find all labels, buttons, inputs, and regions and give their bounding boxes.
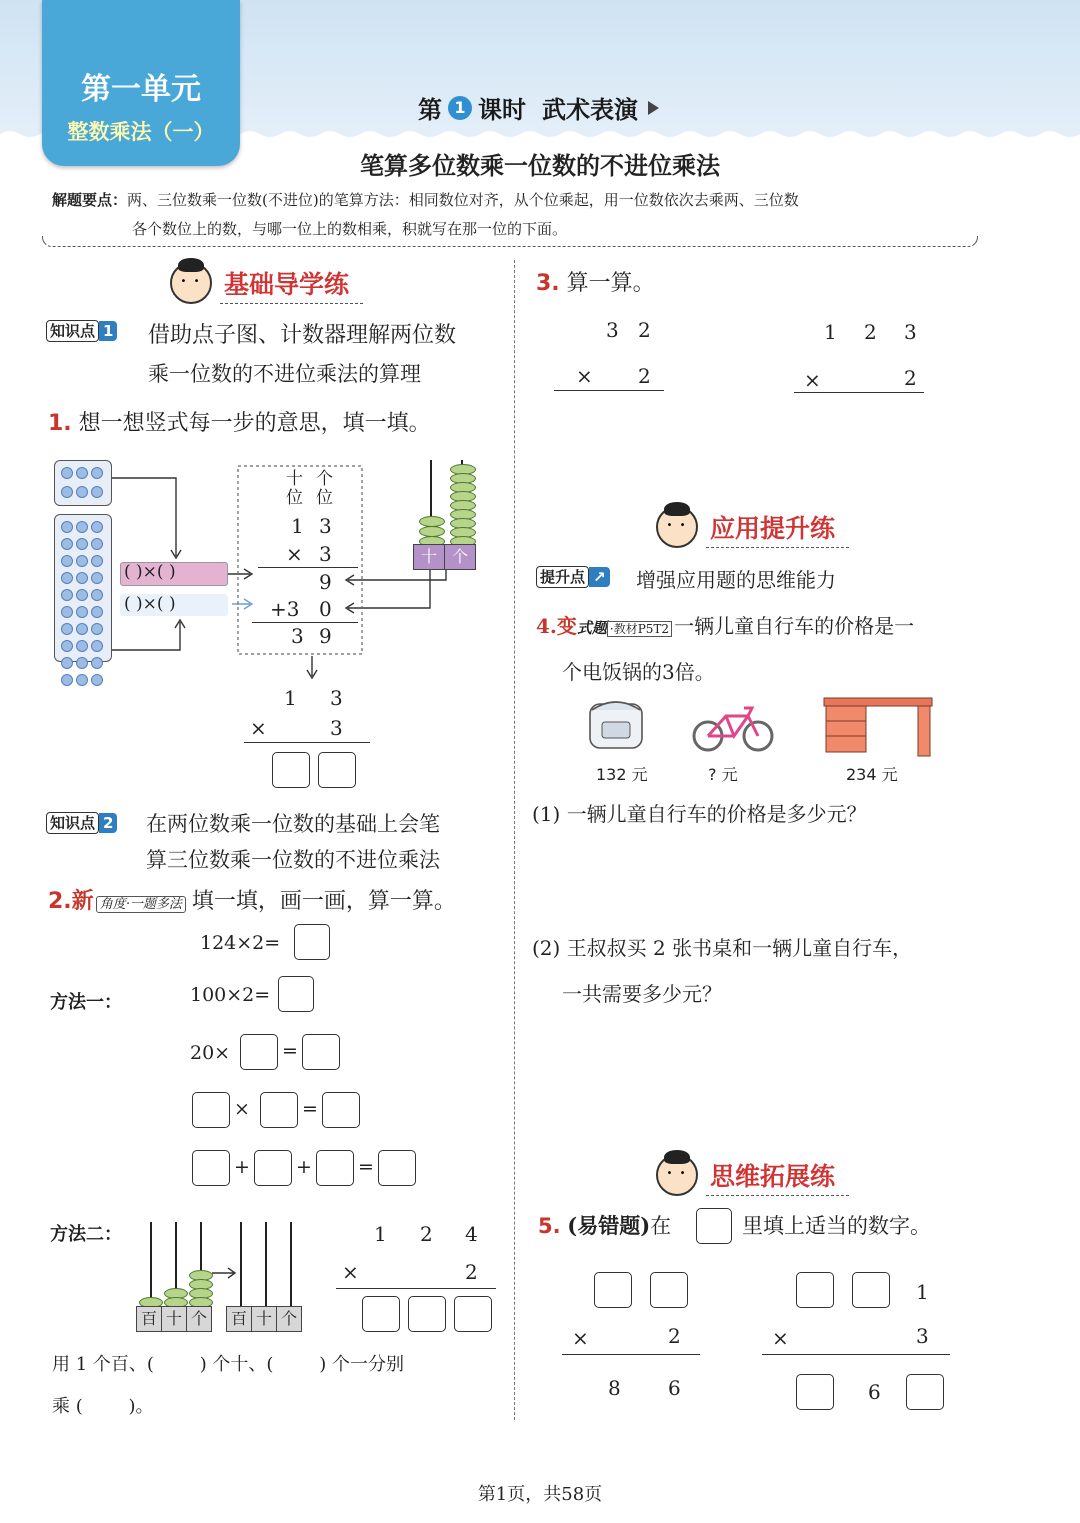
q4-sub2-line2: 一共需要多少元？ bbox=[562, 982, 722, 1006]
m1-box-1[interactable] bbox=[278, 976, 314, 1012]
q3a-a-ones: 2 bbox=[638, 318, 651, 342]
q4-book-tag: ·教材P5T2 bbox=[607, 621, 672, 637]
q2-answer-box[interactable] bbox=[294, 924, 330, 960]
q1b-a-ones: 3 bbox=[330, 686, 343, 710]
m2-abacus2-rod-hundreds bbox=[240, 1222, 242, 1308]
q3a-a-tens: 3 bbox=[606, 318, 619, 342]
bicycle-icon bbox=[690, 696, 776, 754]
q2-new-tag: 新 bbox=[71, 889, 94, 914]
q4-sub1: (1) 一辆儿童自行车的价格是多少元？ bbox=[532, 802, 867, 826]
q1-partial-1: 9 bbox=[319, 570, 332, 594]
section-extend-header bbox=[656, 1154, 849, 1196]
kp2-line1: 在两位数乘一位数的基础上会笔 bbox=[146, 812, 440, 836]
q1b-multiplier: 3 bbox=[330, 716, 343, 740]
q5a-box-tens[interactable] bbox=[594, 1272, 632, 1308]
abacus-label-tens: 十 bbox=[162, 1307, 187, 1331]
q3b-multiplier: 2 bbox=[904, 366, 917, 390]
q1-blank-1[interactable]: ( )×( ) bbox=[124, 562, 176, 582]
abacus-label-hundreds: 百 bbox=[227, 1307, 252, 1331]
q1-times-sign: × bbox=[286, 542, 303, 566]
q5b-rule bbox=[762, 1354, 950, 1355]
rice-cooker-price: 132 元 bbox=[596, 765, 648, 784]
q3b-a-hundreds: 1 bbox=[824, 320, 837, 344]
q1-col-tens-label: 十位 bbox=[286, 469, 303, 508]
q5a-result-tens: 8 bbox=[608, 1376, 621, 1400]
m2-abacus2-base[interactable] bbox=[226, 1306, 302, 1332]
q5b-box-hundreds[interactable] bbox=[796, 1272, 834, 1308]
m1-box-5[interactable] bbox=[260, 1092, 298, 1128]
q5b-multiplier: 3 bbox=[916, 1324, 929, 1348]
q2v-rule bbox=[336, 1288, 496, 1289]
q2v-answer-box-tens[interactable] bbox=[408, 1296, 446, 1332]
q5b-result-box-ones[interactable] bbox=[906, 1374, 944, 1410]
m1-box-3[interactable] bbox=[302, 1034, 340, 1070]
q1-total-ones: 9 bbox=[319, 624, 332, 648]
q4-line1: 一辆儿童自行车的价格是一 bbox=[674, 614, 915, 638]
page-subtitle: 笔算多位数乘一位数的不进位乘法 bbox=[360, 152, 720, 180]
q5-box-sample bbox=[696, 1208, 732, 1244]
q4-line2: 个电饭锅的3倍。 bbox=[562, 660, 715, 684]
m1-box-4[interactable] bbox=[192, 1092, 230, 1128]
q5-text-after: 里填上适当的数字。 bbox=[742, 1214, 931, 1238]
kp1-line1: 借助点子图、计数器理解两位数 bbox=[148, 323, 457, 348]
q1-total-tens: 3 bbox=[291, 624, 304, 648]
q1-rule-2 bbox=[252, 622, 358, 623]
m2-abacus1-base bbox=[136, 1306, 212, 1332]
m1-eq-sign: = bbox=[282, 1040, 298, 1062]
abacus-label-ones: 个 bbox=[280, 1309, 297, 1328]
kp1-number: 1 bbox=[99, 321, 117, 341]
abacus-label-hundreds: 百 bbox=[137, 1307, 162, 1331]
m2-text-line2: 乘 ( )。 bbox=[52, 1396, 154, 1417]
m2-arrow-icon bbox=[210, 1266, 240, 1280]
q3a-multiplier: 2 bbox=[638, 364, 651, 388]
q4-sub2-line1: (2) 王叔叔买 2 张书桌和一辆儿童自行车， bbox=[532, 936, 913, 960]
section-basic-title: 基础导学练 bbox=[220, 265, 363, 304]
lesson-suffix: 课时 bbox=[478, 96, 526, 124]
q2-number: 2. bbox=[48, 889, 72, 914]
q5b-a-ones: 1 bbox=[916, 1280, 929, 1304]
q5-text-before: 在 bbox=[650, 1214, 672, 1238]
q2v-times-sign: × bbox=[342, 1260, 359, 1284]
q5b-result-box-hundreds[interactable] bbox=[796, 1374, 834, 1410]
q1-multiplier: 3 bbox=[319, 542, 332, 566]
q3b-rule bbox=[794, 392, 924, 393]
q5-number: 5. bbox=[538, 1214, 561, 1238]
tsd-text: 增强应用题的思维能力 bbox=[636, 568, 836, 592]
question-5 bbox=[538, 1210, 671, 1240]
q3b-a-tens: 2 bbox=[864, 320, 877, 344]
q2-text: 填一填，画一画，算一算。 bbox=[191, 889, 456, 914]
q2-equation: 124×2= bbox=[200, 932, 281, 954]
rice-cooker-icon bbox=[586, 694, 646, 752]
lesson-number-badge: 1 bbox=[448, 96, 472, 120]
kid-face-icon bbox=[656, 506, 698, 548]
q4-number: 4. bbox=[536, 614, 557, 638]
m2-text-line1: 用 1 个百、( ) 个十、( ) 个一分别 bbox=[52, 1354, 404, 1375]
q5a-times-sign: × bbox=[572, 1326, 589, 1350]
kp1-tag: 知识点 bbox=[46, 320, 99, 342]
q5b-box-tens[interactable] bbox=[852, 1272, 890, 1308]
m1-times-sign: × bbox=[234, 1098, 250, 1120]
m1-box-7[interactable] bbox=[192, 1150, 230, 1186]
kid-face-icon bbox=[656, 1154, 698, 1196]
q5a-result-ones: 6 bbox=[668, 1376, 681, 1400]
play-arrow-icon bbox=[648, 101, 659, 115]
m1-box-8[interactable] bbox=[254, 1150, 292, 1186]
section-apply-header bbox=[656, 506, 849, 548]
q2v-a-tens: 2 bbox=[420, 1222, 433, 1246]
m2-abacus2-rod-ones bbox=[290, 1222, 292, 1308]
abacus-label-tens: 十 bbox=[252, 1307, 277, 1331]
section-apply-title: 应用提升练 bbox=[706, 509, 849, 548]
q5b-times-sign: × bbox=[772, 1326, 789, 1350]
q1-connector-arrows bbox=[0, 0, 520, 800]
question-4 bbox=[536, 610, 914, 639]
tsd-tag: 提升点 bbox=[536, 566, 589, 588]
question-2 bbox=[48, 884, 456, 915]
q1-partial-2-ones: 0 bbox=[319, 597, 332, 621]
bicycle-price: ? 元 bbox=[708, 765, 738, 784]
q1b-a-tens: 1 bbox=[284, 686, 297, 710]
abacus-label-ones: 个 bbox=[190, 1309, 207, 1328]
kp2-line2: 算三位数乘一位数的不进位乘法 bbox=[146, 848, 440, 872]
q5a-multiplier: 2 bbox=[668, 1324, 681, 1348]
tips-label: 解题要点： bbox=[52, 191, 128, 209]
m2-abacus1-rod-hundreds bbox=[150, 1222, 152, 1308]
knowledge-point-2-badge bbox=[46, 812, 117, 834]
q1-col-ones-label: 个位 bbox=[316, 469, 333, 508]
m1-eq-sign-3: = bbox=[358, 1156, 374, 1178]
q1b-rule bbox=[244, 742, 370, 743]
q2v-a-ones: 4 bbox=[465, 1222, 478, 1246]
m1-box-2[interactable] bbox=[240, 1034, 278, 1070]
desk-price: 234 元 bbox=[846, 765, 898, 784]
tips-line2: 各个数位上的数，与哪一位上的数相乘，积就写在那一位的下面。 bbox=[132, 220, 568, 238]
unit-title: 第一单元 bbox=[81, 72, 201, 107]
section-extend-title: 思维拓展练 bbox=[706, 1157, 849, 1196]
q3b-times-sign: × bbox=[804, 368, 821, 392]
tsd-arrow-icon: ↗ bbox=[589, 567, 610, 587]
lesson-prefix: 第 bbox=[418, 96, 442, 124]
q5a-box-ones[interactable] bbox=[650, 1272, 688, 1308]
kp2-tag: 知识点 bbox=[46, 812, 99, 834]
page-footer: 第1页，共58页 bbox=[477, 1484, 603, 1505]
q4-shi-tag: 式题 bbox=[576, 619, 607, 637]
desk-icon bbox=[822, 694, 934, 758]
q1b-times-sign: × bbox=[250, 716, 267, 740]
tisheng-badge bbox=[536, 566, 610, 588]
q1-number: 1. bbox=[48, 411, 72, 436]
q1-partial-2-tens: +3 bbox=[270, 597, 300, 621]
m1-line1: 100×2= bbox=[190, 984, 271, 1006]
m1-box-6[interactable] bbox=[322, 1092, 360, 1128]
q2v-multiplier: 2 bbox=[465, 1260, 478, 1284]
q3a-rule bbox=[554, 390, 664, 391]
q3a-times-sign: × bbox=[576, 364, 593, 388]
q5b-result-tens: 6 bbox=[868, 1380, 881, 1404]
q3b-a-ones: 3 bbox=[904, 320, 917, 344]
q1-abacus-base bbox=[413, 544, 476, 570]
question-3 bbox=[536, 266, 655, 297]
abacus-label-tens: 十 bbox=[414, 545, 445, 569]
m1-line2: 20× bbox=[190, 1042, 231, 1064]
m1-plus-sign-1: + bbox=[234, 1156, 250, 1178]
abacus-label-ones: 个 bbox=[451, 547, 468, 566]
q1b-answer-box-ones[interactable] bbox=[318, 752, 356, 788]
q1-rule-1 bbox=[258, 567, 358, 568]
q5a-rule bbox=[562, 1354, 700, 1355]
m1-box-9[interactable] bbox=[316, 1150, 354, 1186]
q5-tag: (易错题) bbox=[567, 1213, 651, 1238]
m1-plus-sign-2: + bbox=[296, 1156, 312, 1178]
kp2-number: 2 bbox=[99, 813, 117, 833]
m2-abacus2-rod-tens bbox=[265, 1222, 267, 1308]
q3-text: 算一算。 bbox=[566, 271, 655, 296]
q4-bian-tag: 变 bbox=[556, 614, 577, 638]
unit-subtitle: 整数乘法（一） bbox=[67, 120, 215, 144]
kp1-line2: 乘一位数的不进位乘法的算理 bbox=[148, 362, 421, 386]
q2v-answer-box-hundreds[interactable] bbox=[362, 1296, 400, 1332]
q3-number: 3. bbox=[536, 271, 560, 296]
q2-angle-tag: 角度·一题多法 bbox=[96, 896, 186, 913]
lesson-name: 武术表演 bbox=[542, 96, 638, 124]
q1-a-ones: 3 bbox=[319, 514, 332, 538]
m1-box-10[interactable] bbox=[378, 1150, 416, 1186]
q1-a-tens: 1 bbox=[291, 514, 304, 538]
q1-blank-2[interactable]: ( )×( ) bbox=[124, 594, 176, 614]
q2v-answer-box-ones[interactable] bbox=[454, 1296, 492, 1332]
m1-eq-sign-2: = bbox=[302, 1098, 318, 1120]
tips-line1: 两、三位数乘一位数(不进位)的笔算方法：相同数位对齐，从个位乘起，用一位数依次去乘两、三位数 bbox=[127, 191, 799, 209]
method-1-label: 方法一： bbox=[50, 992, 122, 1013]
q2v-a-hundreds: 1 bbox=[374, 1222, 387, 1246]
q1b-answer-box-tens[interactable] bbox=[272, 752, 310, 788]
method-2-label: 方法二： bbox=[50, 1224, 122, 1245]
q1-text: 想一想竖式每一步的意思，填一填。 bbox=[78, 411, 431, 436]
